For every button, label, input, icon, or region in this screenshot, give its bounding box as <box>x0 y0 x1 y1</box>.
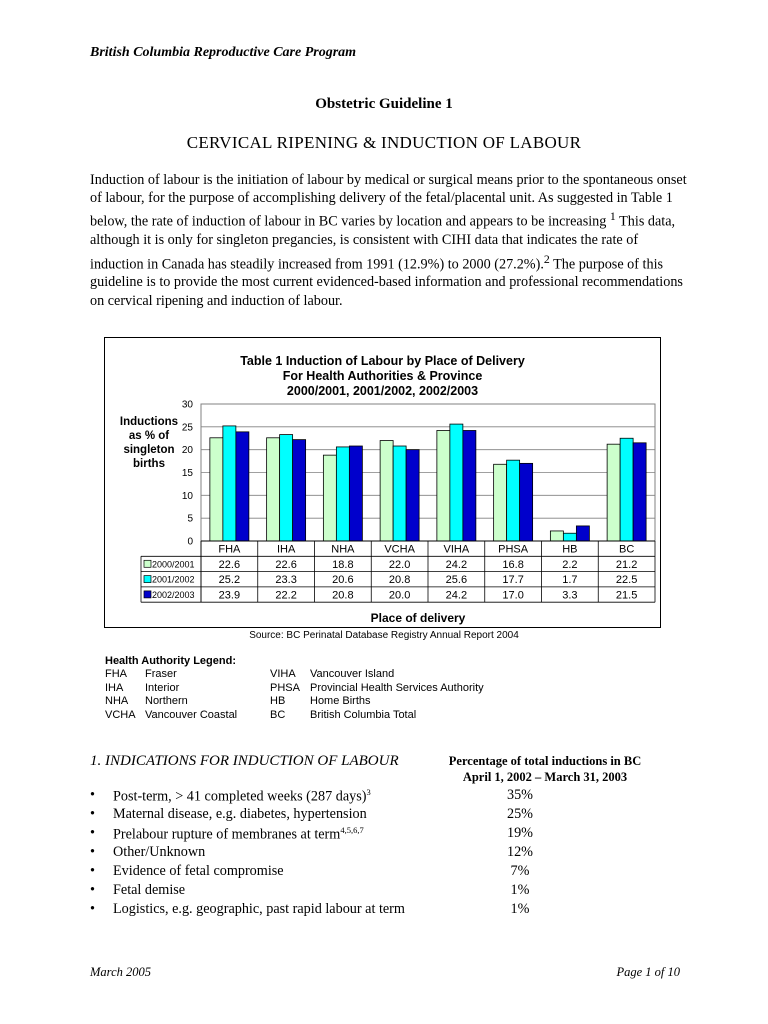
x-category-label: FHA <box>218 543 241 556</box>
bar-2000-2001-fha <box>210 438 223 541</box>
y-axis-label: as % of <box>128 430 170 442</box>
bullet-icon: • <box>90 806 95 822</box>
legend-row <box>105 695 484 709</box>
y-tick-label: 0 <box>187 536 193 548</box>
indication-text <box>113 825 364 844</box>
legend-name: British Columbia Total <box>310 708 417 721</box>
bullet-icon: • <box>90 863 95 879</box>
indication-item <box>90 844 570 863</box>
indication-percentage: 19% <box>506 825 533 841</box>
data-table-value: 22.6 <box>275 558 297 571</box>
bullet-icon: • <box>90 787 95 803</box>
bar-2002-2003-nha <box>349 446 362 541</box>
data-table-value: 16.8 <box>502 558 524 571</box>
legend-abbr: PHSA <box>270 681 300 694</box>
page-title: CERVICAL RIPENING & INDUCTION OF LABOUR <box>186 133 582 152</box>
legend-name: Northern <box>145 695 188 708</box>
legend-abbr: FHA <box>105 668 127 680</box>
data-table-value: 23.3 <box>275 574 297 587</box>
data-table-value: 25.2 <box>218 574 241 587</box>
x-category-label: IHA <box>276 543 296 556</box>
series-legend-label: 2000/2001 <box>152 559 195 570</box>
indication-label: Other/Unknown <box>113 844 206 860</box>
legend-swatch <box>144 576 151 583</box>
health-authority-legend <box>105 655 484 722</box>
bar-2001-2002-viha <box>450 424 463 541</box>
data-table-value: 20.6 <box>332 574 354 587</box>
bar-2002-2003-phsa <box>520 463 533 541</box>
bullet-icon: • <box>90 825 95 841</box>
bar-2002-2003-viha <box>463 430 476 541</box>
x-category-label: NHA <box>331 543 355 556</box>
bar-2001-2002-bc <box>620 438 633 541</box>
legend-abbr: VCHA <box>105 708 136 721</box>
data-table-value: 21.2 <box>615 558 638 571</box>
series-legend-label: 2001/2002 <box>152 574 195 585</box>
legend-row <box>105 682 484 696</box>
bar-2001-2002-iha <box>280 435 293 541</box>
indication-percentage: 25% <box>506 806 533 822</box>
percentage-header-line2: April 1, 2002 – March 31, 2003 <box>462 770 628 784</box>
legend-table <box>105 668 484 722</box>
indication-percentage: 12% <box>506 844 533 860</box>
bar-2002-2003-fha <box>236 432 249 541</box>
legend-swatch <box>144 591 151 598</box>
indication-ref: 4,5,6,7 <box>340 825 364 835</box>
footer-page: Page 1 of 10 <box>616 965 680 979</box>
data-table-value: 17.0 <box>502 589 524 602</box>
legend-swatch <box>144 560 151 567</box>
indication-percentage: 1% <box>510 882 530 898</box>
data-table-value: 21.5 <box>615 589 638 602</box>
data-table-value: 20.8 <box>332 589 354 602</box>
legend-abbr: BC <box>270 708 286 721</box>
x-category-label: BC <box>618 543 635 556</box>
data-table-value: 23.9 <box>218 589 241 602</box>
indication-item <box>90 863 570 882</box>
y-axis-label: births <box>133 458 165 470</box>
data-table-value: 2.2 <box>562 558 578 571</box>
legend-abbr: NHA <box>105 695 129 708</box>
indication-text <box>113 863 284 880</box>
indication-percentage: 35% <box>506 787 533 803</box>
indication-label: Post-term, > 41 completed weeks (287 days) <box>113 788 367 805</box>
legend-name: Vancouver Island <box>310 668 395 680</box>
y-tick-label: 10 <box>181 490 193 502</box>
indications-list <box>90 787 570 920</box>
legend-title: Health Authority Legend: <box>105 655 236 667</box>
data-table-value: 3.3 <box>562 589 578 602</box>
program-header: British Columbia Reproductive Care Program <box>90 45 357 60</box>
data-table-value: 20.0 <box>388 589 411 602</box>
x-category-label: VIHA <box>443 543 470 556</box>
intro-text-1: Induction of labour is the initiation of labour by medical or surgical means prior to the spontaneous onset of labour, for the purpose of accomplishing delivery of the fetal/placental unit. As suggested in Table 1 below, the rate of induction of labour in BC varies by location and appears to be increasing <box>90 172 687 231</box>
y-tick-label: 30 <box>181 399 193 411</box>
data-table-value: 25.6 <box>445 574 468 587</box>
bar-2000-2001-bc <box>607 444 620 541</box>
legend-row <box>105 668 484 682</box>
bar-2000-2001-hb <box>550 531 563 541</box>
data-table-value: 22.0 <box>388 558 411 571</box>
data-table-value: 17.7 <box>502 574 524 587</box>
data-table-value: 20.8 <box>388 574 411 587</box>
legend-name: Fraser <box>145 668 177 680</box>
data-table-value: 22.5 <box>615 574 638 587</box>
x-category-label: HB <box>562 543 578 556</box>
indication-item <box>90 882 570 901</box>
indication-text <box>113 806 367 823</box>
legend-abbr: VIHA <box>270 668 296 680</box>
bar-2000-2001-iha <box>267 438 280 541</box>
bar-2002-2003-iha <box>293 440 306 541</box>
data-table-value: 22.2 <box>275 589 297 602</box>
legend-name: Provincial Health Services Authority <box>310 681 484 694</box>
bullet-icon: • <box>90 882 95 898</box>
data-table-value: 18.8 <box>332 558 354 571</box>
indication-text <box>113 787 371 806</box>
data-table-value: 24.2 <box>445 558 468 571</box>
bar-2001-2002-hb <box>563 533 576 541</box>
y-axis-label: singleton <box>123 444 175 456</box>
chart-subtitle: For Health Authorities & Province <box>282 369 483 383</box>
indication-ref: 3 <box>366 787 371 797</box>
y-tick-label: 5 <box>187 513 193 525</box>
bullet-icon: • <box>90 844 95 860</box>
indication-label: Evidence of fetal compromise <box>113 863 284 879</box>
indication-item <box>90 787 570 806</box>
bar-2002-2003-hb <box>576 526 589 541</box>
y-tick-label: 15 <box>181 468 193 479</box>
intro-ref-1: 1 <box>609 209 616 224</box>
bar-2001-2002-vcha <box>393 446 406 541</box>
bar-2002-2003-bc <box>633 443 646 541</box>
y-tick-label: 20 <box>181 445 193 457</box>
intro-ref-2: 2 <box>543 251 550 266</box>
bar-2001-2002-nha <box>336 447 349 541</box>
x-category-label: PHSA <box>498 543 529 556</box>
data-table-value: 24.2 <box>445 589 468 602</box>
section-heading: 1. INDICATIONS FOR INDUCTION OF LABOUR <box>90 753 399 769</box>
chart-subtitle: 2000/2001, 2001/2002, 2002/2003 <box>286 384 479 398</box>
legend-abbr: IHA <box>105 681 124 694</box>
x-axis-label: Place of delivery <box>370 611 466 625</box>
legend-name: Vancouver Coastal <box>145 708 238 721</box>
indication-item <box>90 806 570 825</box>
legend-name: Interior <box>145 681 180 694</box>
bar-2000-2001-nha <box>323 455 336 541</box>
indication-percentage: 1% <box>510 901 530 917</box>
chart-title: Table 1 Induction of Labour by Place of Delivery <box>240 354 525 368</box>
indication-text <box>113 844 205 861</box>
bar-2001-2002-fha <box>223 426 236 541</box>
y-tick-label: 25 <box>181 422 193 434</box>
indication-label: Logistics, e.g. geographic, past rapid labour at term <box>113 901 405 917</box>
series-legend-label: 2002/2003 <box>152 589 195 600</box>
bar-2001-2002-phsa <box>507 460 520 541</box>
percentage-header <box>430 753 660 785</box>
legend-abbr: HB <box>270 695 286 708</box>
y-axis-label: Inductions <box>119 416 179 428</box>
indication-percentage: 7% <box>510 863 530 879</box>
legend-row <box>105 709 484 723</box>
x-category-label: VCHA <box>384 543 415 556</box>
legend-name: Home Births <box>310 695 371 708</box>
bar-2002-2003-vcha <box>406 450 419 541</box>
indication-label: Prelabour rupture of membranes at term <box>113 826 341 843</box>
chart-svg <box>105 338 660 627</box>
percentage-header-line1: Percentage of total inductions in BC <box>448 754 642 768</box>
bar-2000-2001-vcha <box>380 441 393 541</box>
indication-item <box>90 825 570 844</box>
data-table-value: 1.7 <box>562 574 578 587</box>
indication-label: Fetal demise <box>113 882 186 898</box>
indication-text <box>113 901 405 918</box>
bar-2000-2001-phsa <box>494 464 507 541</box>
bullet-icon: • <box>90 901 95 917</box>
guideline-number: Obstetric Guideline 1 <box>315 96 453 112</box>
footer-date: March 2005 <box>90 965 151 979</box>
bar-2000-2001-viha <box>437 430 450 541</box>
chart-source: Source: BC Perinatal Database Registry Annual Report 2004 <box>249 630 519 641</box>
indication-text <box>113 882 185 899</box>
indication-label: Maternal disease, e.g. diabetes, hypertension <box>113 806 367 822</box>
data-table-value: 22.6 <box>218 558 241 571</box>
induction-chart <box>104 337 661 628</box>
intro-text-3: The purpose of this guideline is to provide the most current evidenced-based information and professional recommendations on cervical ripening and induction of labour. <box>90 256 683 309</box>
indication-item <box>90 901 570 920</box>
intro-text-2: This data, although it is only for singleton pregancies, is consistent with CIHI data that indicates the rate of induction in Canada has steadily increased from 1991 (12.9%) to 2000 (27.2%). <box>90 214 676 273</box>
intro-paragraph <box>90 171 690 310</box>
